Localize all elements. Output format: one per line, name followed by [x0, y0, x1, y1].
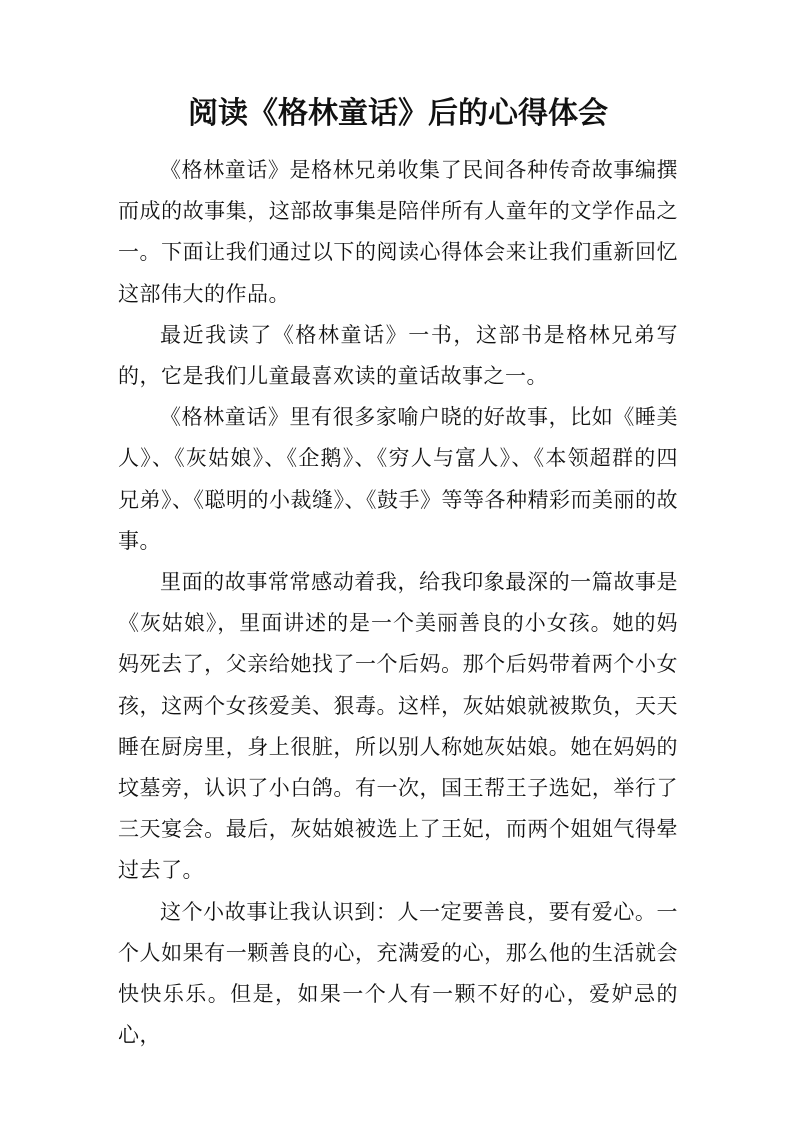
document-title: 阅读《格林童话》后的心得体会: [188, 96, 608, 131]
paragraph-5: 这个小故事让我认识到：人一定要善良，要有爱心。一个人如果有一颗善良的心，充满爱的心，那么他的生活就会快快乐乐。但是，如果一个人有一颗不好的心，爱妒忌的心，: [118, 899, 678, 1048]
paragraph-2: 最近我读了《格林童话》一书，这部书是格林兄弟写的，它是我们儿童最喜欢读的童话故事之一。: [118, 322, 678, 389]
document-body: [118, 150, 678, 1056]
paragraph-1: 《格林童话》是格林兄弟收集了民间各种传奇故事编撰而成的故事集，这部故事集是陪伴所有人童年的文学作品之一。下面让我们通过以下的阅读心得体会来让我们重新回忆这部伟大的作品。: [118, 158, 678, 306]
paragraph-4: 里面的故事常常感动着我，给我印象最深的一篇故事是《灰姑娘》，里面讲述的是一个美丽善良的小女孩。她的妈妈死去了，父亲给她找了一个后妈。那个后妈带着两个小女孩，这两个女孩爱美、狠毒。这样，灰姑娘就被欺负，天天睡在厨房里，身上很脏，所以别人称她灰姑娘。她在妈妈的坟墓旁，认识了小白鸽。有一次，国王帮王子选妃，举行了三天宴会。最后，灰姑娘被选上了王妃，而两个姐姐气得晕过去了。: [118, 570, 678, 883]
paragraph-3: 《格林童话》里有很多家喻户晓的好故事，比如《睡美人》、《灰姑娘》、《企鹅》、《穷人与富人》、《本领超群的四兄弟》、《聪明的小裁缝》、《鼓手》等等各种精彩而美丽的故事。: [118, 405, 678, 553]
